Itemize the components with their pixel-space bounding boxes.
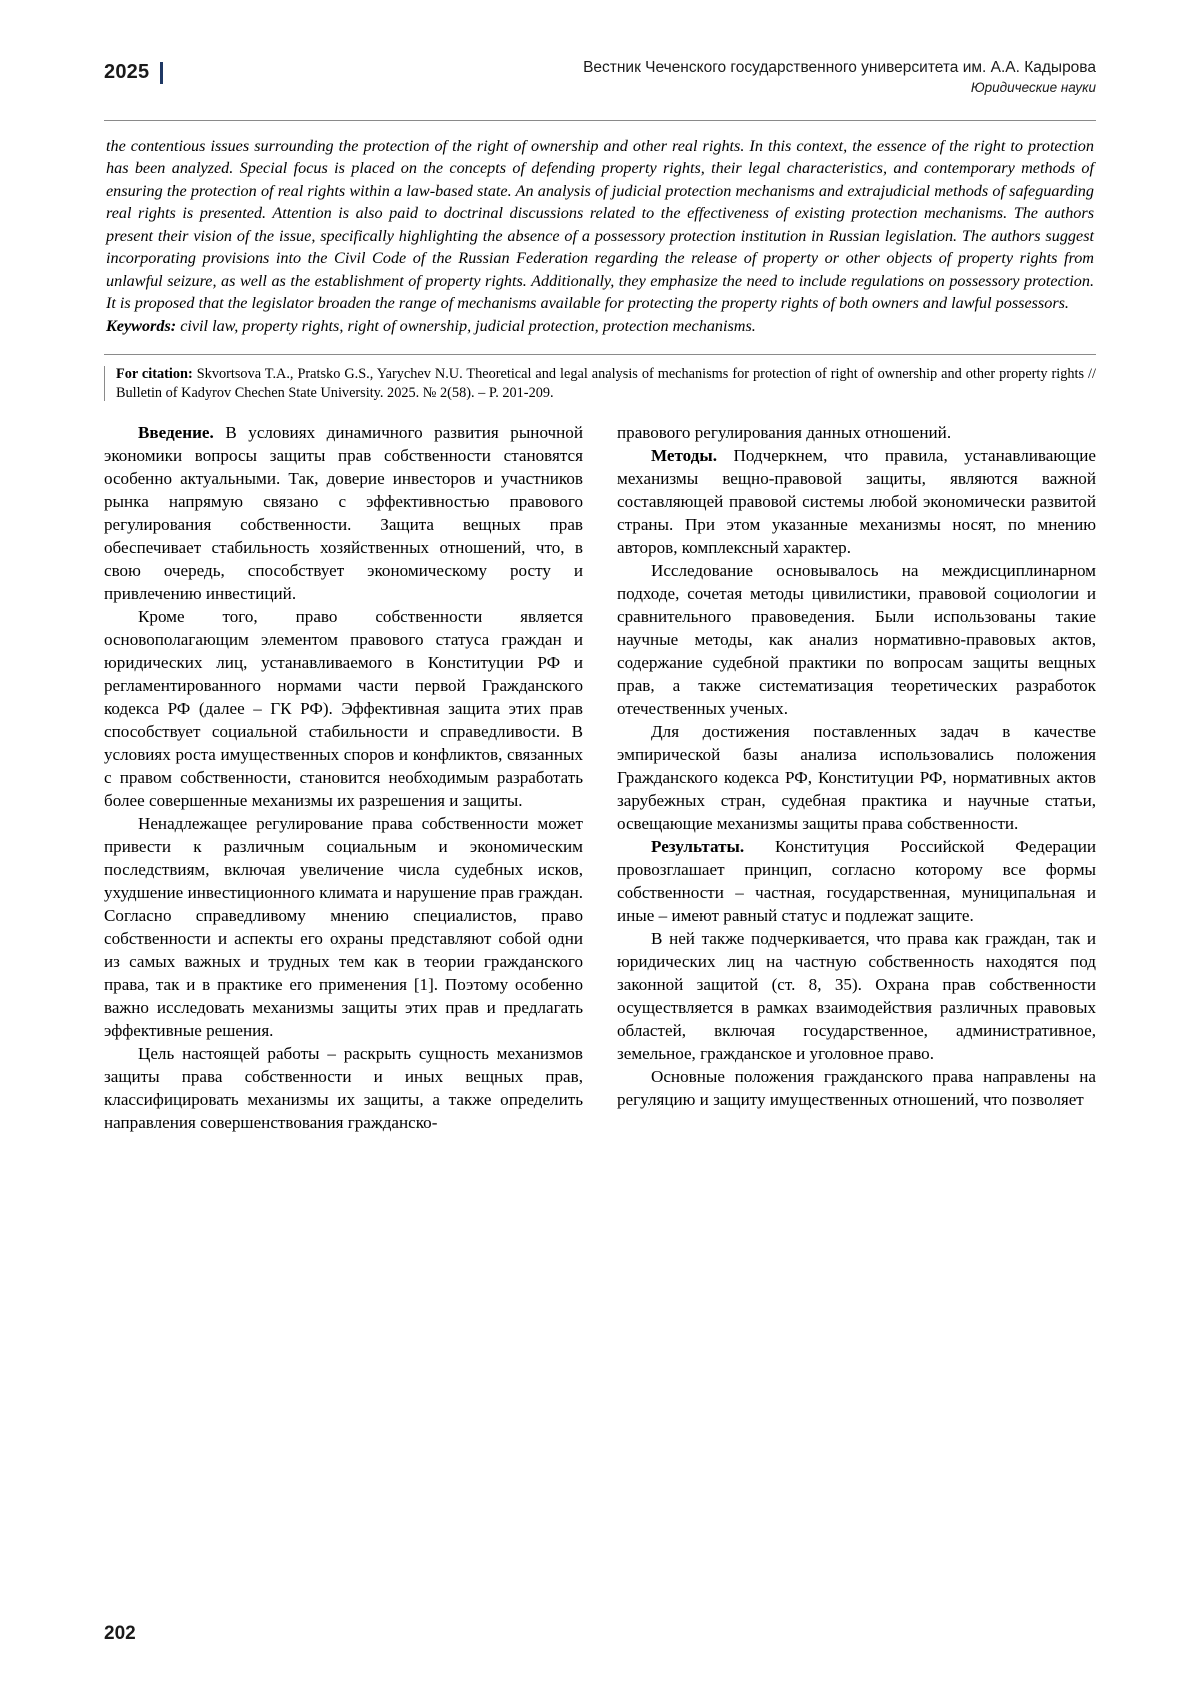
heading-vvedenie: Введение.: [138, 423, 214, 443]
vertical-rule-divider: [160, 62, 163, 84]
citation-text-wrap: [104, 365, 1096, 402]
page-content: [104, 58, 1096, 1135]
running-head-right: [583, 58, 1096, 95]
paragraph-left-4: Цель настоящей работы – раскрыть сущность механизмов защиты права собственности и иных вещных прав, классифицировать механизмы их защиты, а также определить направления совершенствования гражданско-: [104, 1043, 583, 1132]
paragraph-right-3: Исследование основывалось на междисциплинарном подходе, сочетая методы цивилистики, правовой социологии и сравнительного правоведения. Были использованы такие научные методы, как анализ нормативно-правовых актов, содержание судебной практики по вопросам защиты вещных прав, а также систематизация теоретических разработок отечественных ученых.: [617, 561, 1096, 718]
body-columns: [104, 422, 1096, 1135]
citation-label: For citation:: [116, 365, 193, 382]
paragraph-intro: [104, 422, 583, 606]
paragraph-right-7: Основные положения гражданского права направлены на регуляцию и защиту имущественных отношений, что позволяет: [617, 1066, 1096, 1109]
page-number: 202: [104, 1623, 136, 1644]
journal-section: Юридические науки: [970, 80, 1096, 96]
keywords-line: [106, 315, 1094, 337]
paragraph-methods-text: Подчеркнем, что правила, устанавливающие механизмы вещно-правовой защиты, являются важной составляющей правовой системы любой экономически развитой страны. При этом указанные механизмы носят, по мнению авторов, комплексный характер.: [617, 446, 1096, 558]
keywords-label: Keywords:: [106, 316, 177, 335]
running-head-left: [104, 58, 163, 84]
abstract-english: [104, 135, 1096, 337]
journal-title: Вестник Чеченского государственного университета им. А.А. Кадырова: [583, 59, 1096, 76]
paragraph-left-2: Кроме того, право собственности является основополагающим элементом правового статуса граждан и юридических лиц, устанавливаемого в Конституции РФ и регламентированного нормами части первой Гражданского кодекса РФ (далее – ГК РФ). Эффективная защита этих прав способствует социальной стабильности и справедливости. В условиях роста имущественных споров и конфликтов, связанных с правом собственности, становится необходимым разработать более совершенные механизмы их разрешения и защиты.: [104, 606, 583, 810]
paragraph-intro-text: В условиях динамичного развития рыночной экономики вопросы защиты прав собственности становятся особенно актуальными. Так, доверие инвесторов и участников рынка напрямую связано с эффективностью правового регулирования собственности. Защита вещных прав обеспечивает стабильность хозяйственных отношений, что, в свою очередь, способствует экономическому росту и привлечению инвестиций.: [104, 423, 583, 603]
paragraph-results-text: Конституция Российской Федерации провозглашает принцип, согласно которому все формы собственности – частная, государственная, муниципальная и иные – имеют равный статус и подлежат защите.: [617, 836, 1096, 925]
paragraph-results: [617, 836, 1096, 928]
paragraph-left-3: Ненадлежащее регулирование права собственности может привести к различным социальным и экономическим последствиям, включая увеличение числа судебных исков, ухудшение инвестиционного климата и нарушение прав граждан. Согласно справедливому мнению специалистов, право собственности и аспекты его охраны представляют собой одни из самых важных и трудных тем как в теории гражданского права, так и в практике его применения [1]. Поэтому особенно важно исследовать механизмы защиты этих прав и предлагать эффективные решения.: [104, 813, 583, 1040]
paragraph-right-1: правового регулирования данных отношений.: [617, 423, 952, 443]
citation-block: [104, 354, 1096, 402]
column-right: [617, 422, 1096, 1135]
publication-year: 2025: [104, 61, 150, 83]
paragraph-methods: [617, 445, 1096, 560]
citation-text: Skvortsova T.A., Pratsko G.S., Yarychev N.U. Theoretical and legal analysis of mechanisms for protection of right of ownership and other property rights // Bulletin of Kadyrov Chechen State University. 2025. № 2(58). – P. 201-209.: [116, 365, 1096, 401]
heading-rezultaty: Результаты.: [651, 836, 745, 856]
keywords-text: civil law, property rights, right of ownership, judicial protection, protection mechanisms.: [180, 316, 756, 335]
header-divider: [104, 120, 1096, 121]
column-left: [104, 422, 583, 1135]
running-head: [104, 58, 1096, 112]
abstract-text: the contentious issues surrounding the protection of the right of ownership and other real rights. In this context, the essence of the right to protection has been analyzed. Special focus is placed on the concepts of defending property rights, their legal characteristics, and contemporary methods of ensuring the protection of real rights within a law-based state. An analysis of judicial protection mechanisms and extrajudicial methods of safeguarding real rights is presented. Attention is also paid to doctrinal discussions related to the effectiveness of existing protection mechanisms. The authors present their vision of the issue, specifically highlighting the absence of a possessory protection institution in Russian legislation. The authors suggest incorporating provisions into the Civil Code of the Russian Federation regarding the release of property or other objects of property rights from unlawful seizure, as well as the establishment of property rights. Additionally, they emphasize the need to include regulations on possessory protection. It is proposed that the legislator broaden the range of mechanisms available for protecting the property rights of both owners and lawful possessors.: [106, 137, 1094, 313]
paragraph-right-6: В ней также подчеркивается, что права как граждан, так и юридических лиц на частную собственность находятся под законной защитой (ст. 8, 35). Охрана прав собственности осуществляется в рамках взаимодействия различных правовых областей, включая государственное, административное, земельное, гражданское и уголовное право.: [617, 928, 1096, 1063]
heading-metody: Методы.: [651, 446, 717, 466]
paragraph-right-4: Для достижения поставленных задач в качестве эмпирической базы анализа использовались положения Гражданского кодекса РФ, Конституции РФ, нормативных актов зарубежных стран, судебная практика и научные статьи, освещающие механизмы защиты права собственности.: [617, 721, 1096, 833]
